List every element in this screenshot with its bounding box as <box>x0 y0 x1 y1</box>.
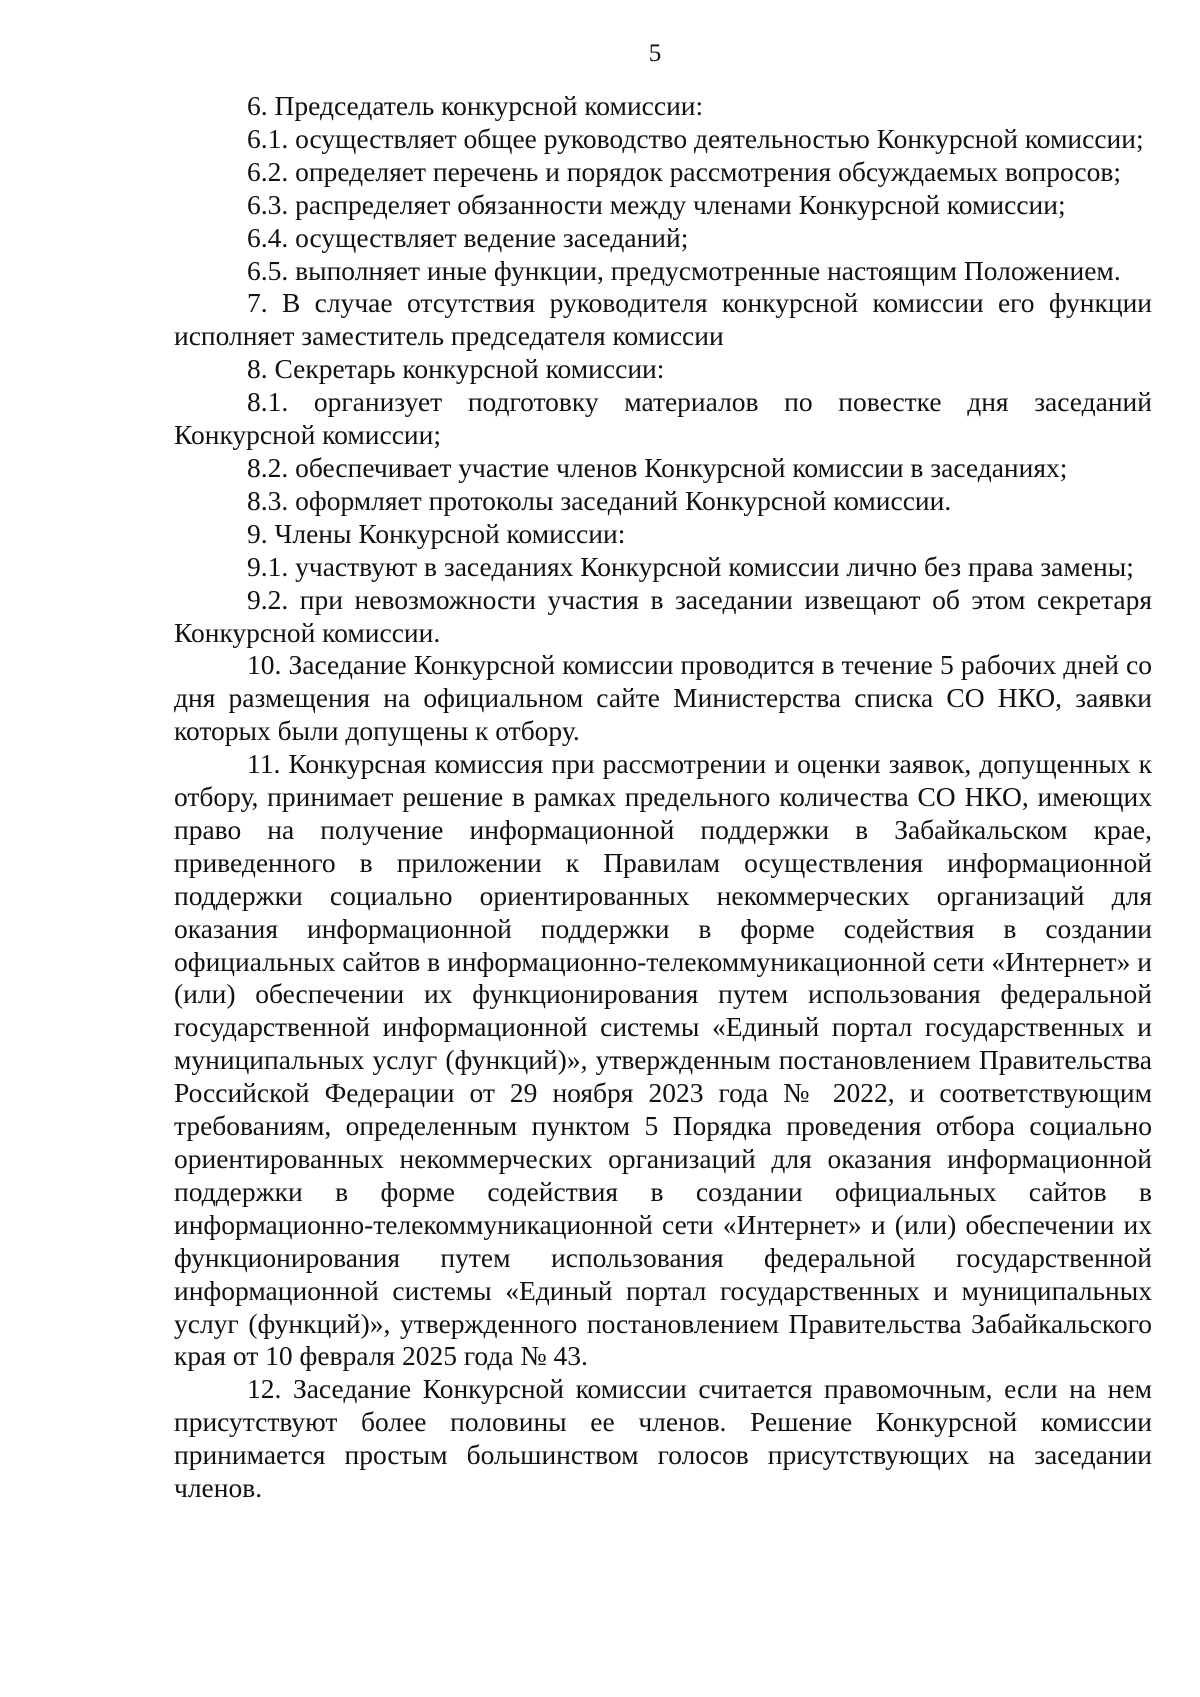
paragraph-6-3: 6.3. распределяет обязанности между членами Конкурсной комиссии; <box>247 188 1066 220</box>
paragraph-6-5: 6.5. выполняет иные функции, предусмотренные настоящим Положением. <box>247 254 1121 286</box>
paragraph-12: 12. Заседание Конкурсной комиссии считается правомочным, если на нем присутствуют более половины ее членов. Решение Конкурсной комиссии принимается простым большинством голосов присутствующих на заседании членов. <box>174 1373 1152 1504</box>
paragraph-6-4: 6.4. осуществляет ведение заседаний; <box>247 221 689 253</box>
paragraph-11: 11. Конкурсная комиссия при рассмотрении и оценки заявок, допущенных к отбору, принимает решение в рамках предельного количества СО НКО, имеющих право на получение информационной поддержки в Забайкальском крае, приведенного в приложении к Правилам осуществления информационной поддержки социально ориентированных некоммерческих организаций для оказания информационной поддержки в форме содействия в создании официальных сайтов в информационно-телекоммуникационной сети «Интернет» и (или) обеспечении их функционирования путем использования федеральной государственной информационной системы «Единый портал государственных и муниципальных услуг (функций)», утвержденным постановлением Правительства Российской Федерации от 29 ноября 2023 года № 2022, и соответствующим требованиям, определенным пунктом 5 Порядка проведения отбора социально ориентированных некоммерческих организаций для оказания информационной поддержки в форме содействия в создании официальных сайтов в информационно-телекоммуникационной сети «Интернет» и (или) обеспечении их функционирования путем использования федеральной государственной информационной системы «Единый портал государственных и муниципальных услуг (функций)», утвержденного постановлением Правительства Забайкальского края от 10 февраля 2025 года № 43. <box>174 748 1152 1372</box>
paragraph-8-2: 8.2. обеспечивает участие членов Конкурсной комиссии в заседаниях; <box>247 451 1068 483</box>
paragraph-8-1: 8.1. организует подготовку материалов по повестке дня заседаний Конкурсной комиссии; <box>174 386 1152 451</box>
paragraph-9-2: 9.2. при невозможности участия в заседании извещают об этом секретаря Конкурсной комиссии. <box>174 583 1152 648</box>
paragraph-8: 8. Секретарь конкурсной комиссии: <box>247 353 665 385</box>
paragraph-6-2: 6.2. определяет перечень и порядок рассмотрения обсуждаемых вопросов; <box>247 155 1121 187</box>
paragraph-8-3: 8.3. оформляет протоколы заседаний Конкурсной комиссии. <box>247 484 952 516</box>
document-body <box>174 90 1152 1505</box>
paragraph-10: 10. Заседание Конкурсной комиссии проводится в течение 5 рабочих дней со дня размещения на официальном сайте Министерства списка СО НКО, заявки которых были допущены к отбору. <box>174 649 1152 747</box>
paragraph-6-1: 6.1. осуществляет общее руководство деятельностью Конкурсной комиссии; <box>247 122 1144 154</box>
paragraph-9-1: 9.1. участвуют в заседаниях Конкурсной комиссии лично без права замены; <box>247 550 1134 582</box>
paragraph-7: 7. В случае отсутствия руководителя конкурсной комиссии его функции исполняет заместитель председателя комиссии <box>174 287 1152 352</box>
paragraph-9: 9. Члены Конкурсной комиссии: <box>247 517 626 549</box>
page-number: 5 <box>648 40 662 67</box>
paragraph-6: 6. Председатель конкурсной комиссии: <box>247 90 704 121</box>
